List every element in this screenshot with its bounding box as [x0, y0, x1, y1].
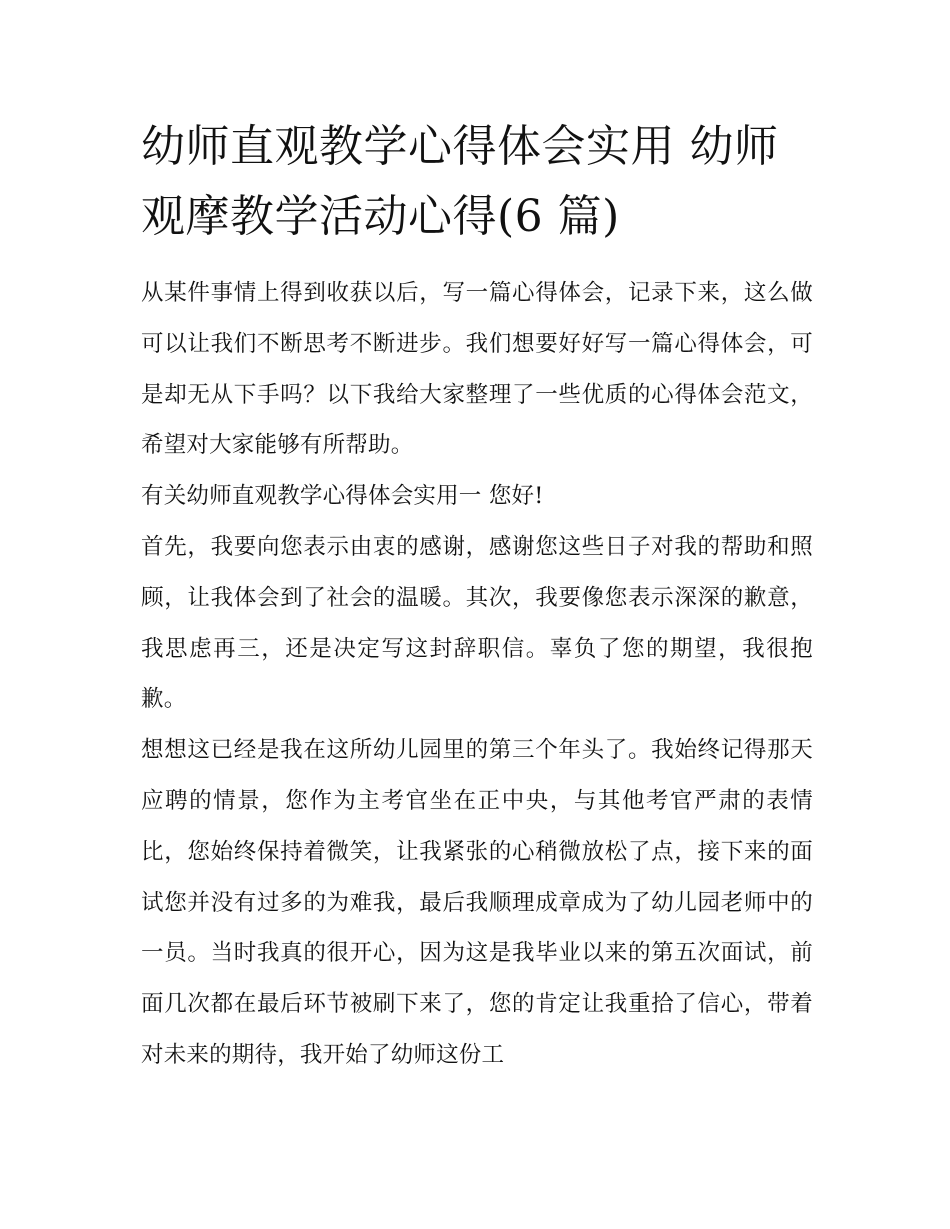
section-heading-paragraph: 有关幼师直观教学心得体会实用一 您好! — [141, 483, 544, 510]
body-paragraph: 首先，我要向您表示由衷的感谢，感谢您这些日子对我的帮助和照顾，让我体会到了社会的温暖。其次，我要像您表示深深的歉意，我思虑再三，还是决定写这封辞职信。辜负了您的期望，我很抱歉。 — [141, 533, 813, 713]
document-body — [141, 112, 813, 1081]
body-paragraph: 想想这已经是我在这所幼儿园里的第三个年头了。我始终记得那天应聘的情景，您作为主考官坐在正中央，与其他考官严肃的表情比，您始终保持着微笑，让我紧张的心稍微放松了点，接下来的面试您并没有过多的为难我，最后我顺理成章成为了幼儿园老师中的一员。当时我真的很开心，因为这是我毕业以来的第五次面试，前面几次都在最后环节被刷下来了，您的肯定让我重拾了信心，带着对未来的期待，我开始了幼师这份工 — [141, 737, 813, 1068]
document-title: 幼师直观教学心得体会实用 幼师观摩教学活动心得(6 篇) — [141, 121, 779, 242]
intro-paragraph: 从某件事情上得到收获以后，写一篇心得体会，记录下来，这么做可以让我们不断思考不断进步。我们想要好好写一篇心得体会，可是却无从下手吗？以下我给大家整理了一些优质的心得体会范文，希望对大家能够有所帮助。 — [141, 280, 813, 459]
